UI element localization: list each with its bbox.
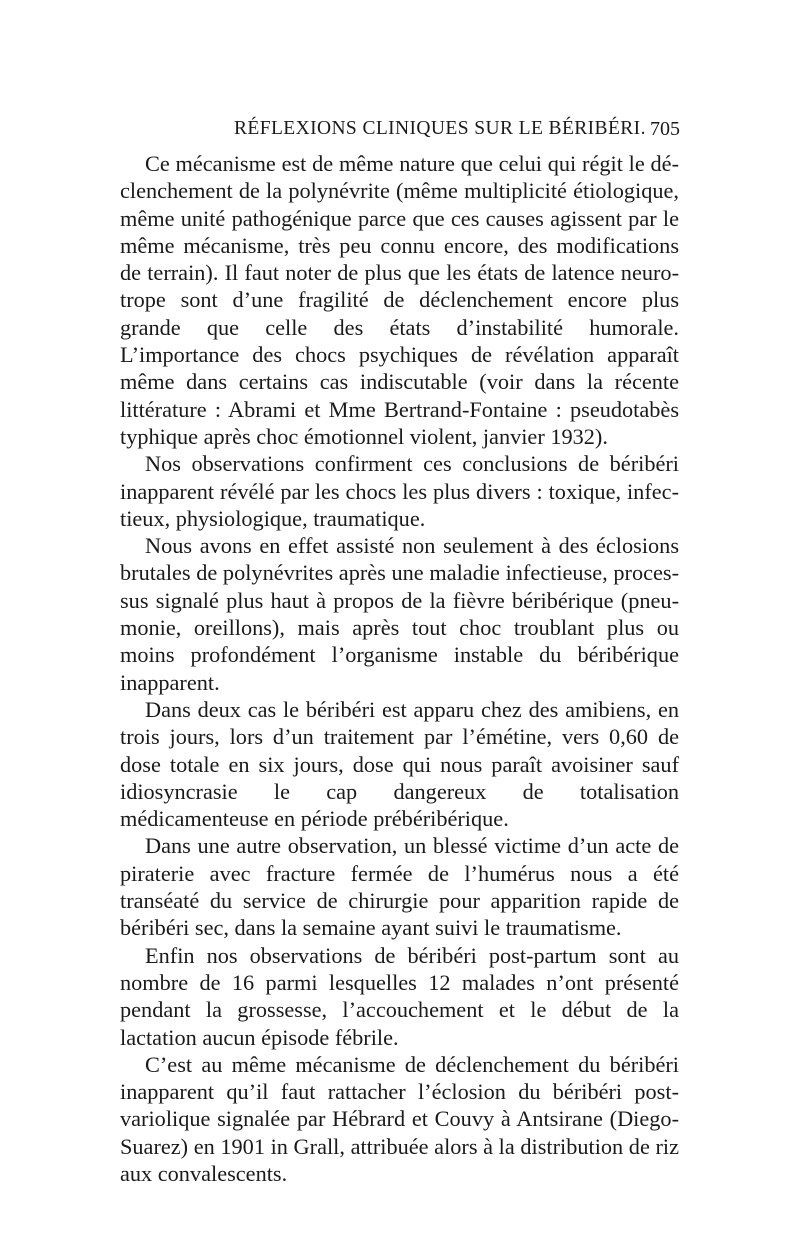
paragraph: Nous avons en effet assisté non seulement à des éclosions brutales de polynévrites après une maladie infectieuse, processus signalé plus haut à propos de la fièvre béribérique (pneumonie, oreillons), mais après tout choc troublant plus ou moins profondément l’organisme instable du béribérique inapparent.	[120, 533, 679, 695]
paragraph: Dans deux cas le béribéri est apparu chez des amibiens, en trois jours, lors d’un traitement par l’émétine, vers 0,60 de dose totale en six jours, dose qui nous paraît avoisiner sauf idiosyncrasie le cap dangereux de totalisation médicamenteuse en période prébéribérique.	[120, 696, 679, 832]
paragraph: Ce mécanisme est de même nature que celui qui régit le déclenchement de la polynévrite (même multiplicité étiologique, même unité pathogénique parce que ces causes agissent par le même mécanisme, très peu connu encore, des modifications de terrain). Il faut noter de plus que les états de latence neurotrope sont d’une fragilité de déclenchement encore plus grande que celle des états d’instabilité humorale. L’importance des chocs psychiques de révélation apparaît même dans certains cas indiscutable (voir dans la récente littérature : Abrami et Mme Bertrand-Fontaine : pseudotabès typhique après choc émotionnel violent, janvier 1932).	[120, 151, 679, 449]
paragraph: Dans une autre observation, un blessé victime d’un acte de piraterie avec fracture fermée de l’humérus nous a été transéaté du service de chirurgie pour apparition rapide de béribéri sec, dans la semaine ayant suivi le traumatisme.	[120, 833, 679, 941]
page-header	[226, 118, 680, 148]
body-text	[120, 150, 679, 1187]
paragraph: C’est au même mécanisme de déclenchement du béribéri inapparent qu’il faut rattacher l’éclosion du béribéri postvariolique signalée par Hébrard et Couvy à Antsirane (Diego-Suarez) en 1901 in Grall, attribuée alors à la distribution de riz aux convalescents.	[120, 1051, 679, 1186]
running-head: RÉFLEXIONS CLINIQUES SUR LE BÉRIBÉRI.	[234, 118, 646, 139]
page-number: 705	[650, 118, 680, 140]
paragraph: Nos observations confirment ces conclusions de béribéri inapparent révélé par les chocs les plus divers : toxique, infectieux, physiologique, traumatique.	[120, 451, 679, 531]
paragraph: Enfin nos observations de béribéri post-partum sont au nombre de 16 parmi lesquelles 12 malades n’ont présenté pendant la grossesse, l’accouchement et le début de la lactation aucun épisode fébrile.	[120, 942, 679, 1050]
